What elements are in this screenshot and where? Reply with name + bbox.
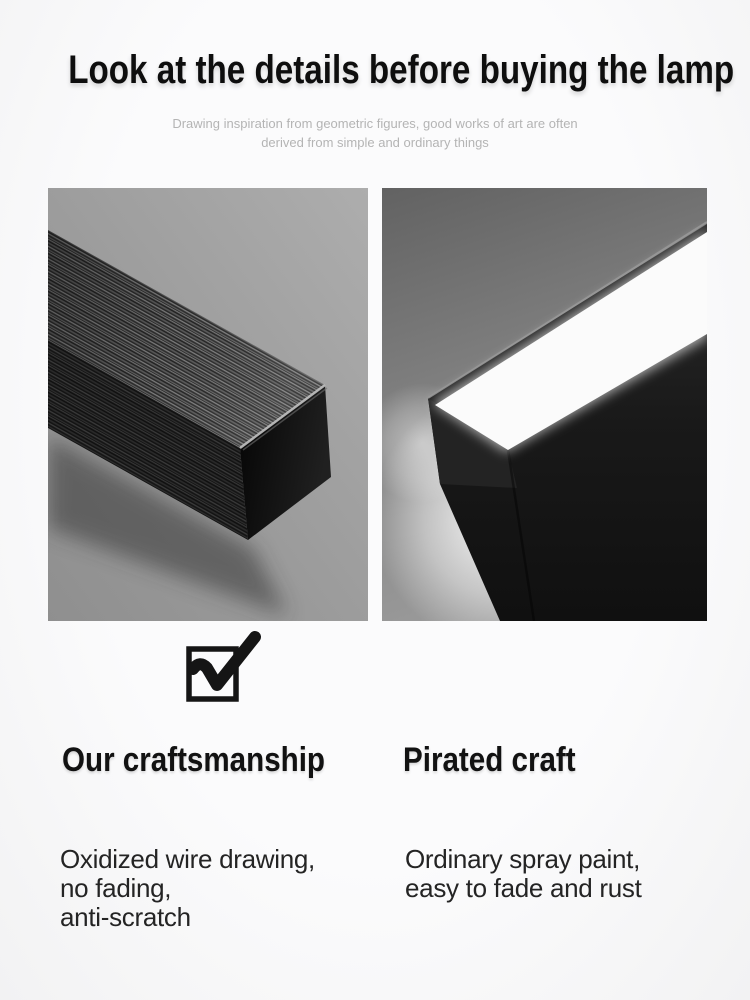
page-title-text: Look at the details before buying the lamp: [68, 48, 735, 92]
right-column-description: [405, 845, 642, 903]
subtitle-line-2: derived from simple and ordinary things: [261, 135, 489, 150]
page-title: [0, 48, 750, 93]
subtitle-line-1: Drawing inspiration from geometric figures, good works of art are often: [172, 116, 578, 131]
left-description-line: no fading,: [60, 873, 172, 903]
left-column-description: [60, 845, 315, 932]
subtitle: [0, 114, 750, 152]
left-description-line: Oxidized wire drawing,: [60, 844, 315, 874]
left-product-photo-brushed-aluminum: [48, 188, 368, 621]
checked-checkbox-icon: [180, 628, 268, 710]
right-column-heading: Pirated craft: [403, 741, 576, 779]
left-description-line: anti-scratch: [60, 902, 191, 932]
left-column-heading: Our craftsmanship: [62, 741, 326, 779]
right-description-line: easy to fade and rust: [405, 873, 642, 903]
right-product-photo-led-profile: [382, 188, 707, 621]
right-description-line: Ordinary spray paint,: [405, 844, 641, 874]
